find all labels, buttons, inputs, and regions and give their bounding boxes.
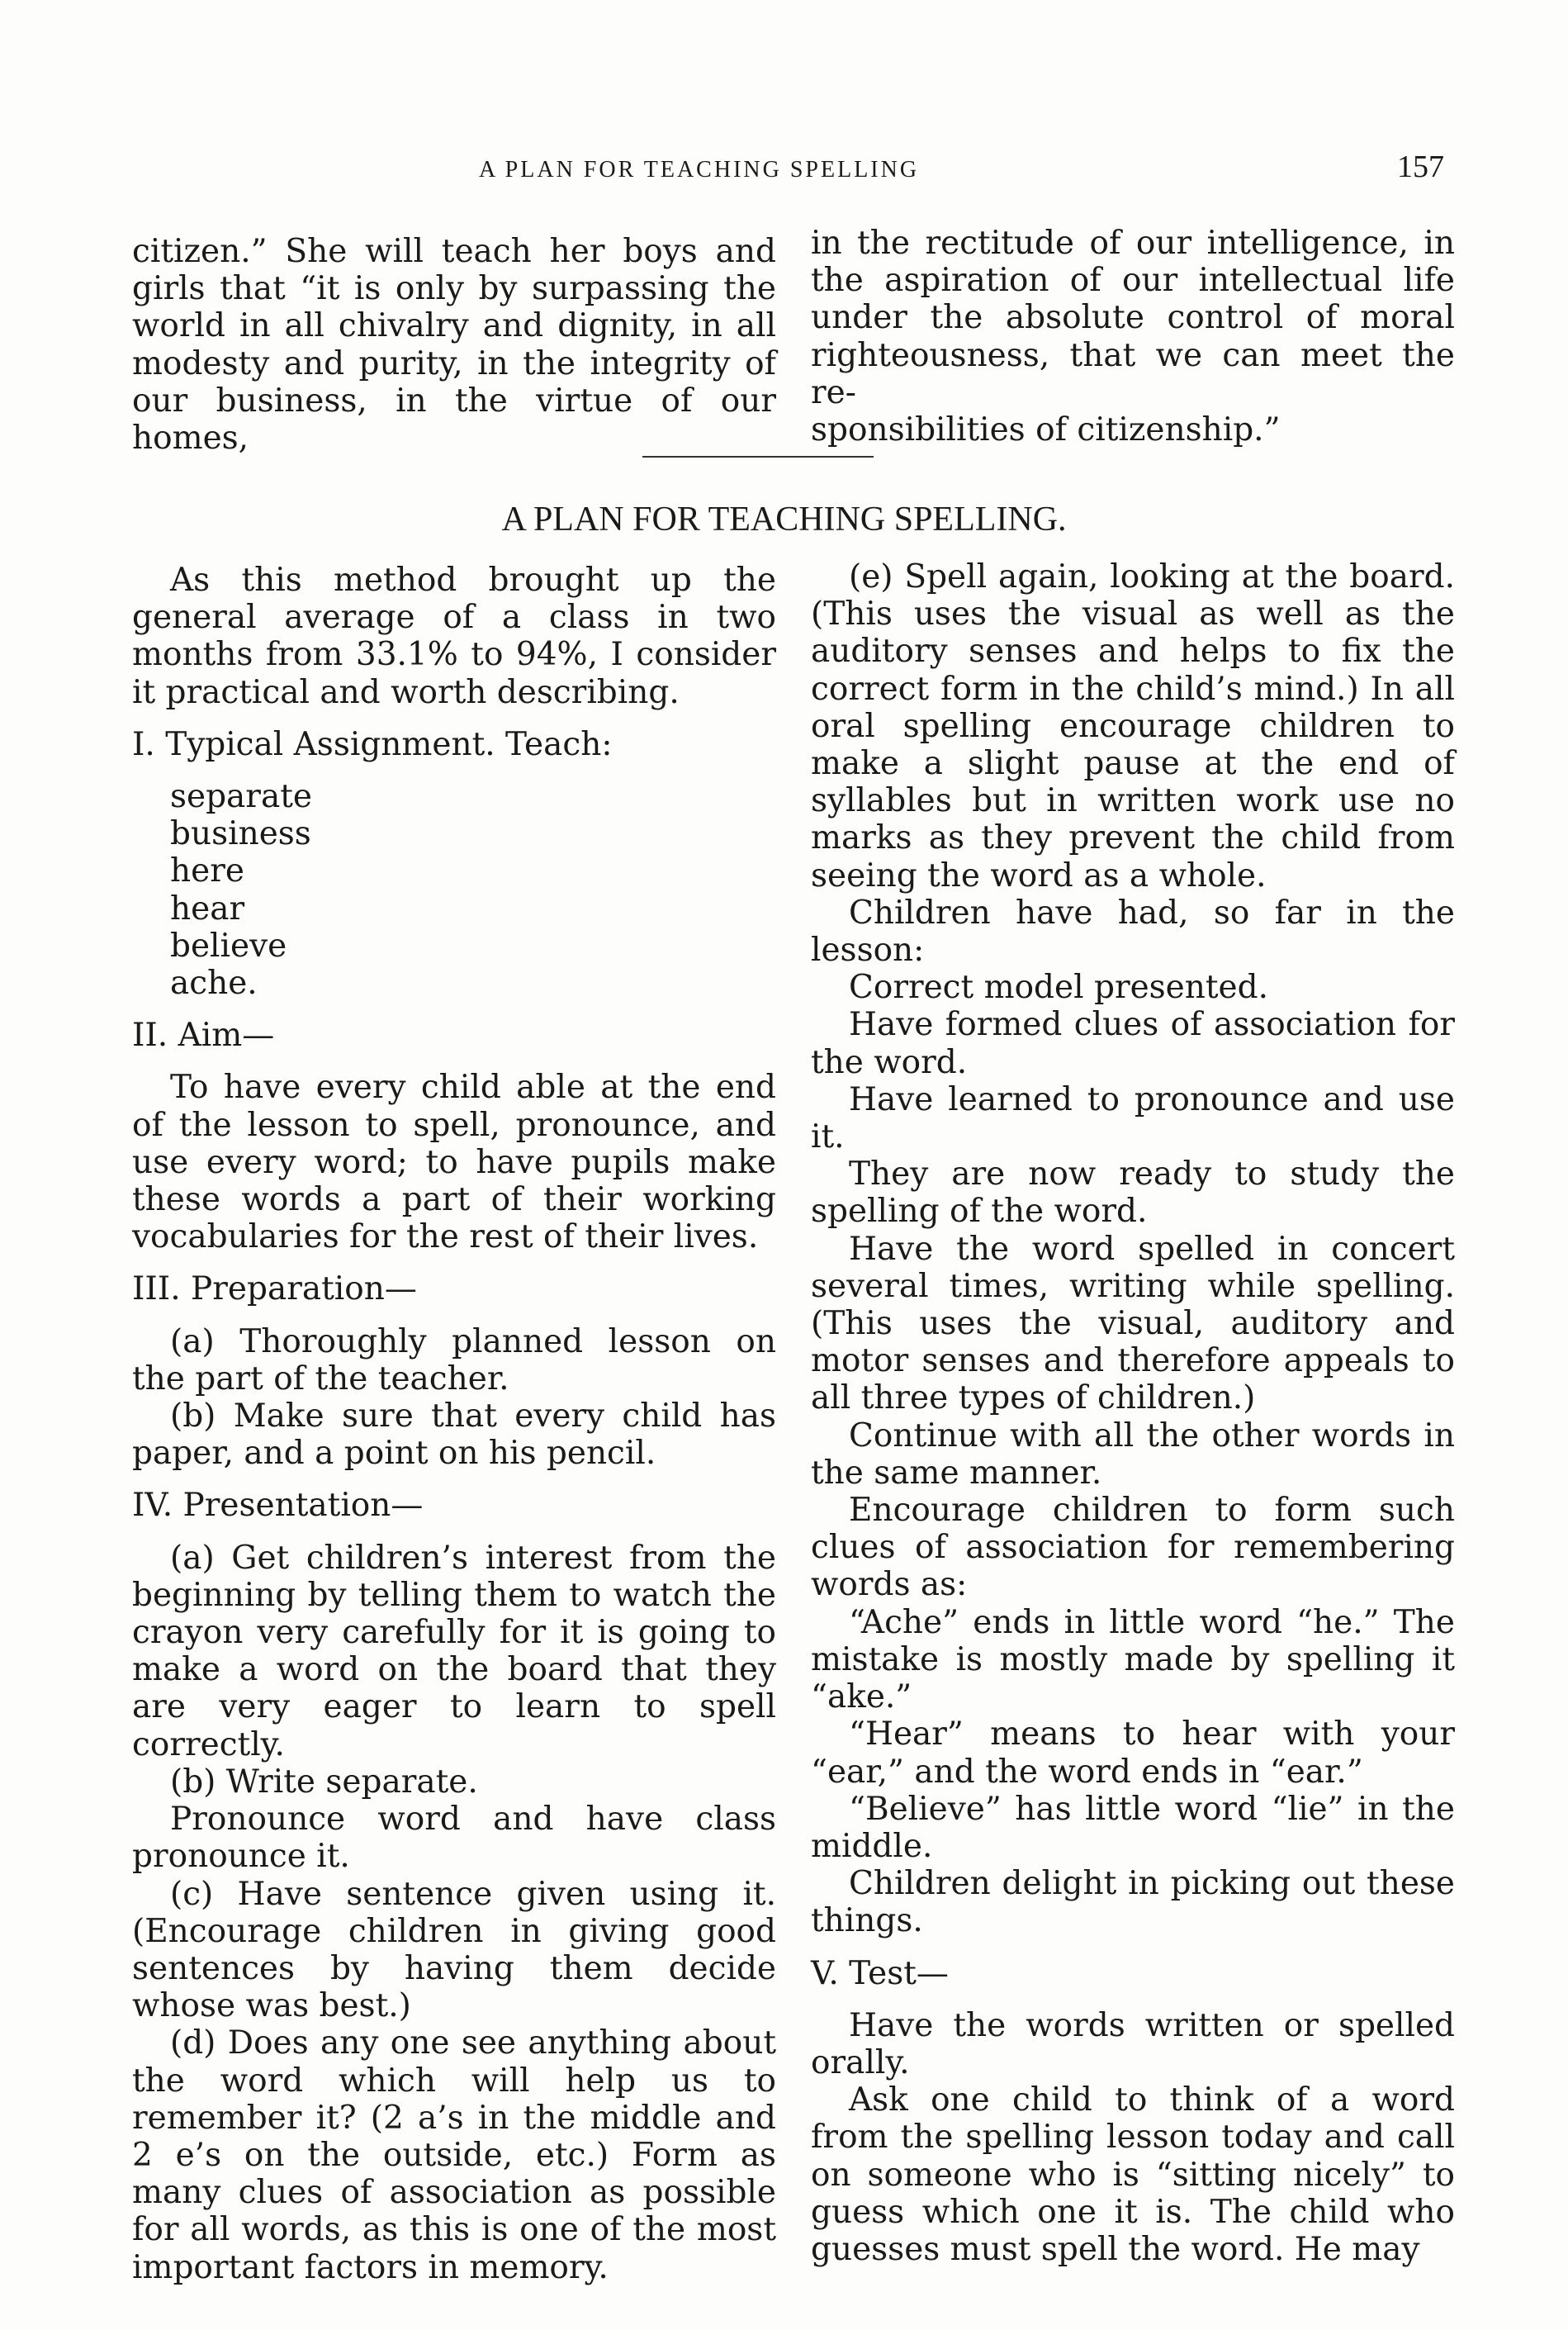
- encourage-paragraph: Encourage children to form such clues of association for remembering words as:: [811, 1492, 1455, 1604]
- text-line: the aspiration of our intellectual life: [811, 262, 1455, 300]
- had-item: Correct model presented.: [849, 969, 1268, 1007]
- section-divider: [642, 456, 874, 458]
- page-number: 157: [1397, 149, 1444, 184]
- continue-paragraph: Continue with all the other words in the same manner.: [811, 1417, 1455, 1492]
- article-right-column: [811, 558, 1455, 2268]
- test-paragraph: Ask one child to think of a word from the spelling lesson today and call on someone who is “sitting nicely” to guess which one it is. The child who guesses must spell the word. He may: [811, 2081, 1455, 2268]
- word-list-item: separate: [170, 778, 312, 816]
- delight-paragraph: Children delight in picking out these things.: [811, 1865, 1455, 1940]
- text-line: citizen.” She will teach her boys and: [132, 233, 776, 270]
- text-line: sponsibilities of citizenship.”: [811, 411, 1281, 449]
- word-list-item: business: [170, 815, 311, 853]
- previous-article-right-column: [811, 225, 1455, 448]
- text-line: righteousness, that we can meet the re-: [811, 336, 1455, 411]
- presentation-item-b-continued: Pronounce word and have class pronounce it.: [132, 1801, 776, 1876]
- clue-believe: “Believe” has little word “lie” in the middle.: [811, 1790, 1455, 1865]
- preparation-item-a: (a) Thoroughly planned lesson on the part of the teacher.: [132, 1322, 776, 1398]
- aim-paragraph: To have every child able at the end of the lesson to spell, pronounce, and use every word; to have pupils make these words a part of their working vocabularies for the rest of their lives.: [132, 1069, 776, 1256]
- word-list-item: ache.: [170, 965, 258, 1003]
- word-list-item: believe: [170, 927, 287, 965]
- presentation-heading: IV. Presentation—: [132, 1487, 424, 1525]
- text-line: world in all chivalry and dignity, in all: [132, 307, 776, 345]
- assignment-heading: I. Typical Assignment. Teach:: [132, 725, 613, 763]
- running-head: A PLAN FOR TEACHING SPELLING: [479, 157, 920, 183]
- text-line: in the rectitude of our intelligence, in: [811, 225, 1455, 262]
- concert-paragraph: Have the word spelled in concert several times, writing while spelling. (This uses the visual, auditory and motor senses and therefore appeals to all three types of children.): [811, 1230, 1455, 1417]
- preparation-heading: III. Preparation—: [132, 1270, 417, 1308]
- test-heading: V. Test—: [811, 1954, 949, 1992]
- presentation-item-c: (c) Have sentence given using it. (Encourage children in giving good sentences by having them decide whose was best.): [132, 1875, 776, 2025]
- word-list: [170, 778, 776, 1002]
- article-title: A PLAN FOR TEACHING SPELLING.: [501, 501, 1067, 539]
- so-far-paragraph: Children have had, so far in the lesson:: [811, 894, 1455, 970]
- had-item: Have formed clues of association for the word.: [811, 1006, 1455, 1081]
- presentation-item-d: (d) Does any one see anything about the word which will help us to remember it? (2 a’s in the middle and 2 e’s on the outside, etc.) Form as many clues of association as possible for all words, as this is one of the most important factors in memory.: [132, 2024, 776, 2286]
- intro-paragraph: As this method brought up the general average of a class in two months from 33.1% to 94%, I consider it practical and worth describing.: [132, 562, 776, 711]
- clue-ache: “Ache” ends in little word “he.” The mistake is mostly made by spelling it “ake.”: [811, 1603, 1455, 1716]
- ready-paragraph: They are now ready to study the spelling of the word.: [811, 1156, 1455, 1231]
- presentation-item-b: (b) Write separate.: [170, 1763, 478, 1801]
- text-line: under the absolute control of moral: [811, 299, 1455, 337]
- word-list-item: hear: [170, 890, 245, 928]
- aim-heading: II. Aim—: [132, 1017, 275, 1055]
- previous-article-left-column: [132, 233, 776, 457]
- had-item: Have learned to pronounce and use it.: [811, 1080, 1455, 1156]
- presentation-item-a: (a) Get children’s interest from the beginning by telling them to watch the crayon very carefully for it is going to make a word on the board that they are very eager to learn to spell correctly.: [132, 1539, 776, 1763]
- clue-hear: “Hear” means to hear with your “ear,” and the word ends in “ear.”: [811, 1715, 1455, 1791]
- article-left-column: [132, 562, 776, 2286]
- text-line: girls that “it is only by surpassing the: [132, 270, 776, 308]
- text-line: our business, in the virtue of our homes,: [132, 382, 776, 458]
- word-list-item: here: [170, 852, 244, 890]
- preparation-item-b: (b) Make sure that every child has paper, and a point on his pencil.: [132, 1398, 776, 1473]
- test-paragraph: Have the words written or spelled orally.: [811, 2006, 1455, 2081]
- presentation-item-e: (e) Spell again, looking at the board. (This uses the visual as well as the auditory senses and helps to fix the correct form in the child’s mind.) In all oral spelling encourage children to make a slight pause at the end of syllables but in written work use no marks as they prevent the child from seeing the word as a whole.: [811, 558, 1455, 895]
- text-line: modesty and purity, in the integrity of: [132, 344, 776, 382]
